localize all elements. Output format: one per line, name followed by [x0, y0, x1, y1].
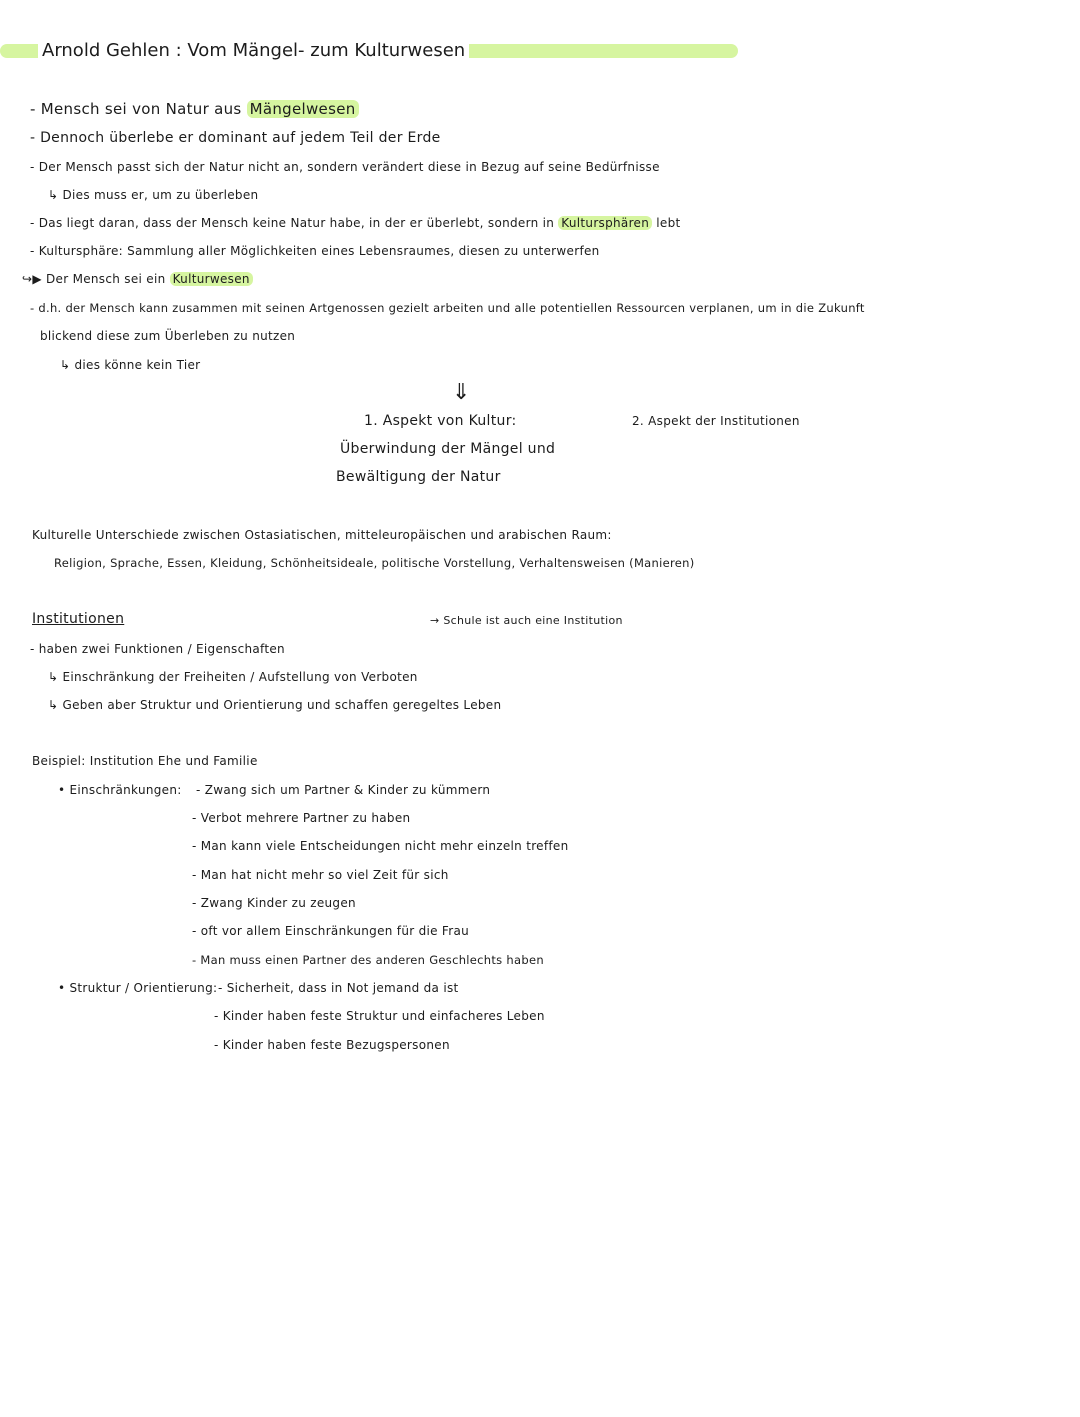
list-item: - oft vor allem Einschränkungen für die Frau — [192, 924, 470, 938]
list-item: - Sicherheit, dass in Not jemand da ist — [218, 981, 459, 995]
note-line: ↳ Dies muss er, um zu überleben — [48, 188, 259, 202]
einschraenkungen-label: • Einschränkungen: — [58, 783, 182, 797]
aspect-2-title: 2. Aspekt der Institutionen — [632, 414, 800, 428]
institutionen-line: ↳ Geben aber Struktur und Orientierung und schaffen geregeltes Leben — [48, 698, 502, 712]
struktur-label: • Struktur / Orientierung: — [58, 981, 218, 995]
institutionen-line: ↳ Einschränkung der Freiheiten / Aufstellung von Verboten — [48, 670, 418, 684]
note-line: ↳ dies könne kein Tier — [60, 358, 201, 372]
note-line: - Mensch sei von Natur aus Mängelwesen — [30, 100, 359, 118]
note-line: - Das liegt daran, dass der Mensch keine Natur habe, in der er überlebt, sondern in Kultursphären lebt — [30, 216, 681, 230]
aspect-1-line: Bewältigung der Natur — [336, 469, 501, 485]
note-line: - Kultursphäre: Sammlung aller Möglichkeiten eines Lebensraumes, diesen zu unterwerfen — [30, 244, 600, 258]
list-item: - Kinder haben feste Struktur und einfacheres Leben — [214, 1009, 545, 1023]
page-title: Arnold Gehlen : Vom Mängel- zum Kulturwesen — [38, 40, 469, 62]
list-item: - Zwang Kinder zu zeugen — [192, 896, 356, 910]
institutionen-line: - haben zwei Funktionen / Eigenschaften — [30, 642, 285, 656]
kultur-list: Religion, Sprache, Essen, Kleidung, Schönheitsideale, politische Vorstellung, Verhaltensweisen (Manieren) — [54, 556, 695, 570]
beispiel-heading: Beispiel: Institution Ehe und Familie — [32, 754, 258, 768]
list-item: - Kinder haben feste Bezugspersonen — [214, 1038, 450, 1052]
list-item: - Man kann viele Entscheidungen nicht mehr einzeln treffen — [192, 839, 569, 853]
kultur-heading: Kulturelle Unterschiede zwischen Ostasiatischen, mitteleuropäischen und arabischen Raum: — [32, 528, 612, 542]
note-line: - Dennoch überlebe er dominant auf jedem Teil der Erde — [30, 130, 441, 146]
aspect-1-line: Überwindung der Mängel und — [340, 441, 556, 457]
note-line: - Der Mensch passt sich der Natur nicht an, sondern verändert diese in Bezug auf seine Bedürfnisse — [30, 160, 660, 174]
institutionen-note: → Schule ist auch eine Institution — [430, 614, 623, 627]
aspect-1-title: 1. Aspekt von Kultur: — [364, 413, 517, 429]
note-line: ↪▶ Der Mensch sei ein Kulturwesen — [22, 270, 253, 288]
double-arrow-down-icon: ⇓ — [452, 380, 471, 405]
note-line: - d.h. der Mensch kann zusammen mit seinen Artgenossen gezielt arbeiten und alle potentiellen Ressourcen verplanen, um in die Zukunft — [30, 301, 865, 315]
list-item: - Man hat nicht mehr so viel Zeit für sich — [192, 868, 449, 882]
list-item: - Verbot mehrere Partner zu haben — [192, 811, 411, 825]
list-item: - Man muss einen Partner des anderen Geschlechts haben — [192, 953, 544, 967]
list-item: - Zwang sich um Partner & Kinder zu kümmern — [196, 783, 491, 797]
note-line: blickend diese zum Überleben zu nutzen — [40, 329, 296, 343]
institutionen-heading: Institutionen — [32, 611, 125, 627]
